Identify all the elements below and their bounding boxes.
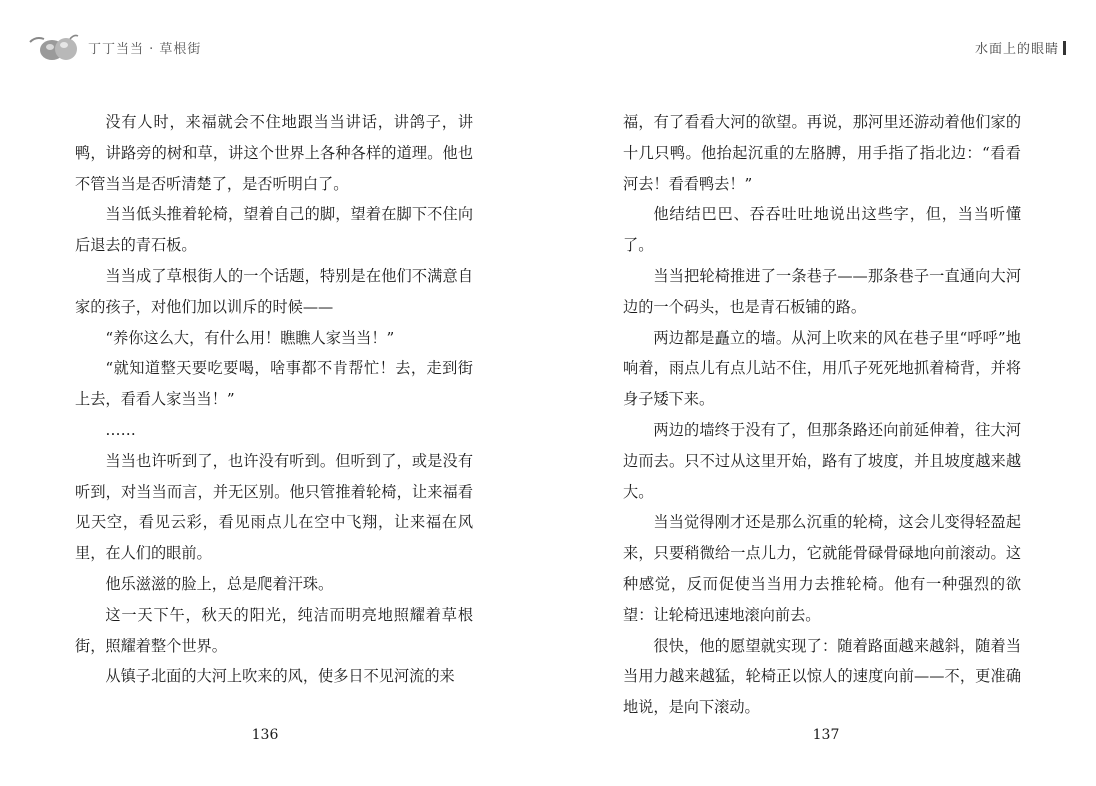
paragraph: …… (105, 420, 136, 439)
series-title: 丁丁当当 · 草根街 (88, 41, 202, 57)
paragraph: 没有人时，来福就会不住地跟当当讲话，讲鸽子，讲鸭，讲路旁的树和草，讲这个世界上各种各样的道理。他也不管当当是否听清楚了，是否听明白了。 (75, 113, 473, 193)
right-page-text (623, 107, 1021, 723)
paragraph: 当当成了草根街人的一个话题，特别是在他们不满意自家的孩子，对他们加以训斥的时候—— (75, 266, 473, 316)
page-number-right: 137 (812, 727, 840, 743)
page-number-left: 136 (251, 727, 279, 743)
header-bar-mark (1063, 41, 1066, 55)
paragraph: 两边都是矗立的墙。从河上吹来的风在巷子里“呼呼”地响着，雨点儿有点儿站不住，用爪子死死地抓着椅背，并将身子矮下来。 (623, 328, 1021, 409)
paragraph: 当当也许听到了，也许没有听到。但听到了，或是没有听到，对当当而言，并无区别。他只管推着轮椅，让来福看见天空，看见云彩，看见雨点儿在空中飞翔，让来福在风里，在人们的眼前。 (75, 451, 473, 563)
paragraph: 从镇子北面的大河上吹来的风，使多日不见河流的来 (105, 667, 455, 686)
paragraph: 当当把轮椅推进了一条巷子——那条巷子一直通向大河边的一个码头，也是青石板铺的路。 (623, 266, 1021, 316)
paragraph: 他乐滋滋的脸上，总是爬着汗珠。 (105, 574, 334, 593)
right-page (548, 0, 1096, 786)
gourd-logo-icon (26, 30, 80, 64)
chapter-title: 水面上的眼睛 (974, 42, 1059, 57)
paragraph: 两边的墙终于没有了，但那条路还向前延伸着，往大河边而去。只不过从这里开始，路有了坡度，并且坡度越来越大。 (623, 420, 1021, 501)
running-header-right (975, 38, 1066, 57)
paragraph: 当当觉得刚才还是那么沉重的轮椅，这会儿变得轻盈起来，只要稍微给一点儿力，它就能骨碌骨碌地向前滚动。这种感觉，反而促使当当用力去推轮椅。他有一种强烈的欲望：让轮椅迅速地滚向前去。 (623, 513, 1021, 624)
paragraph-continuation: 福，有了看看大河的欲望。再说，那河里还游动着他们家的十几只鸭。他抬起沉重的左胳膊，用手指了指北边：“看看河去！看看鸭去！” (623, 113, 1021, 193)
paragraph: “就知道整天要吃要喝，啥事都不肯帮忙！去，走到街上去，看看人家当当！” (75, 359, 473, 409)
paragraph: 当当低头推着轮椅，望着自己的脚，望着在脚下不住向后退去的青石板。 (75, 205, 473, 255)
running-header-left (26, 30, 201, 64)
paragraph: 他结结巴巴、吞吞吐吐地说出这些字，但，当当听懂了。 (623, 205, 1021, 255)
paragraph: 很快，他的愿望就实现了：随着路面越来越斜，随着当当用力越来越猛，轮椅正以惊人的速度向前——不，更准确地说，是向下滚动。 (623, 636, 1021, 717)
left-page-text (75, 107, 473, 692)
paragraph: “养你这么大，有什么用！瞧瞧人家当当！” (105, 328, 395, 347)
paragraph: 这一天下午，秋天的阳光，纯洁而明亮地照耀着草根街，照耀着整个世界。 (75, 605, 473, 655)
